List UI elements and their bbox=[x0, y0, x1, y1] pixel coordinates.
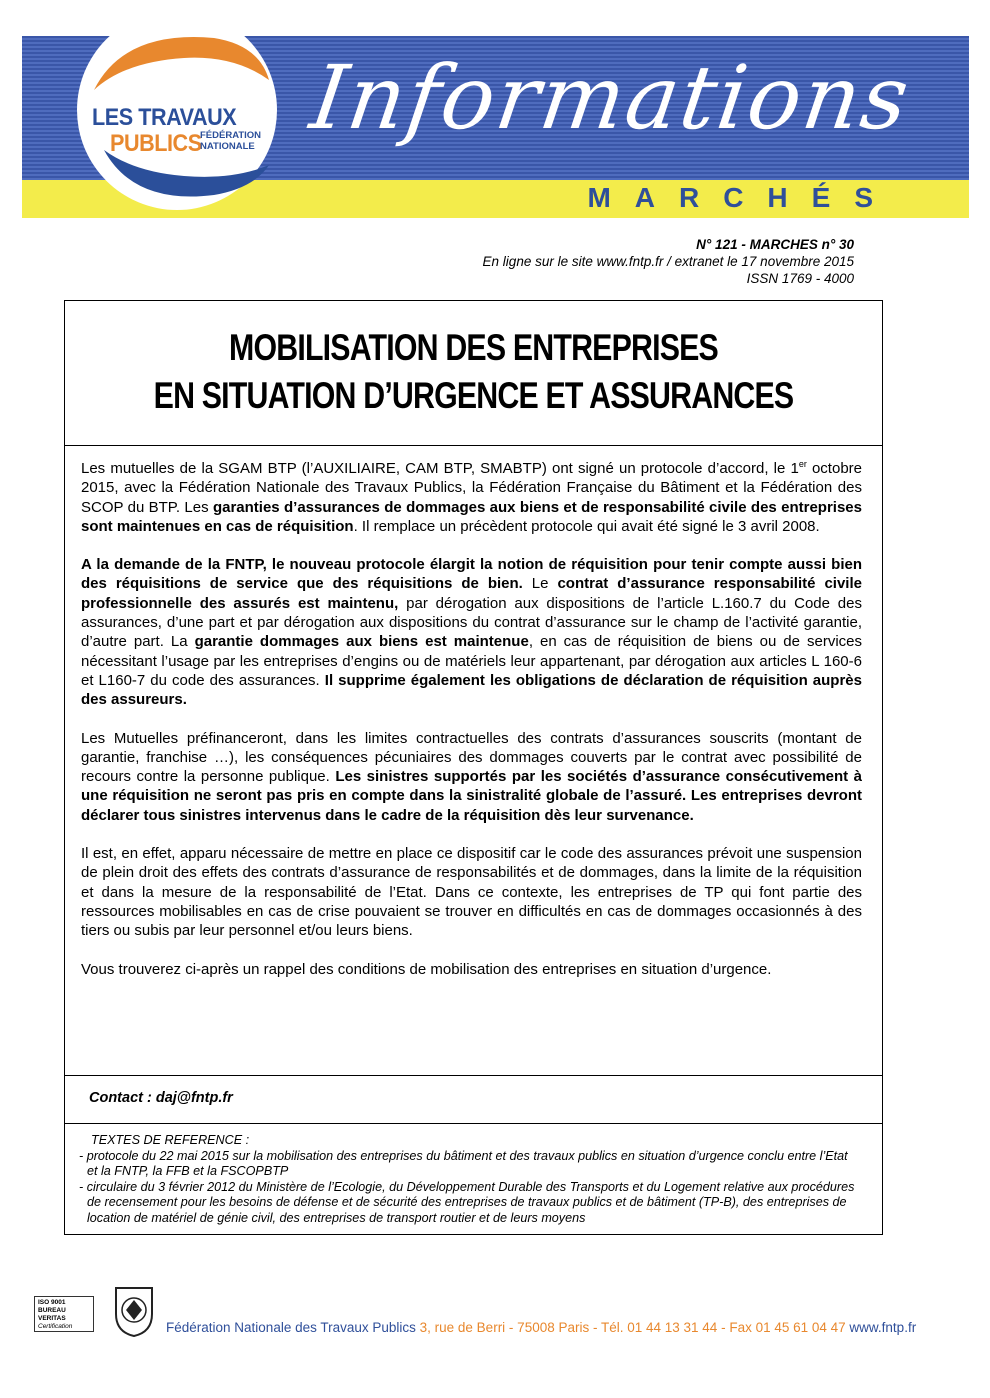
paragraph-1: Les mutuelles de la SGAM BTP (l’AUXILIAIRE, CAM BTP, SMABTP) ont signé un protocole d’accord, le 1er octobre 2015, avec la Fédération Nationale des Travaux Publics, la Fédération Française du Bâtiment et la Fédération des SCOP du BTP. Les garanties d’assurances de dommages aux biens et de responsabilité civile des entreprises sont maintenues en cas de réquisition. Il remplace un précèdent protocole qui avait été signé le 3 avril 2008. bbox=[81, 459, 862, 535]
paragraph-4: Il est, en effet, apparu nécessaire de mettre en place ce dispositif car le code des assurances prévoit une suspension de plein droit des effets des contrats d’assurance de responsabilités et de dommages, dans la limite de la réquisition et dans la mesure de la responsabilité de l’Etat. Dans ce contexte, les entreprises de TP qui font partie des ressources mobilisables en cas de crise pouvaient se trouver en difficultés en cas de dommages occasionnés à des tiers ou subis par leur personnel et/ou leurs biens. bbox=[81, 845, 862, 940]
article-body bbox=[81, 455, 862, 998]
footer-contact-details: 3, rue de Berri - 75008 Paris - Tél. 01 44 13 31 44 - Fax 01 45 61 04 47 bbox=[415, 1320, 850, 1335]
issue-info bbox=[483, 236, 854, 287]
footer-address bbox=[166, 1320, 916, 1335]
article-title-box bbox=[65, 301, 882, 446]
article-box bbox=[64, 300, 883, 1235]
contact-email[interactable]: Contact : daj@fntp.fr bbox=[89, 1090, 233, 1106]
reference-item: - circulaire du 3 février 2012 du Ministère de l’Ecologie, du Développement Durable des Transports et du Logement relative aux procédures de recensement pour les besoins de défense et de sécurité des entreprises de travaux publics et de bâtiment (TP-B), des entreprises de location de matériel de génie civil, des entreprises de transport routier et de leurs moyens bbox=[79, 1179, 855, 1225]
logo-text-line3: FÉDÉRATION NATIONALE bbox=[200, 130, 262, 152]
banner-section: MARCHÉS bbox=[587, 182, 897, 213]
logo-text-line1: LES TRAVAUX bbox=[92, 104, 237, 131]
bureau-veritas-seal-icon bbox=[112, 1284, 156, 1338]
banner-title: Informations bbox=[304, 46, 917, 149]
issue-issn: ISSN 1769 - 4000 bbox=[746, 271, 854, 286]
references-heading: TEXTES DE REFERENCE : bbox=[91, 1133, 250, 1147]
issue-online: En ligne sur le site www.fntp.fr / extranet le 17 novembre 2015 bbox=[482, 254, 854, 269]
logo-text-line2: PUBLICS bbox=[110, 130, 202, 157]
contact-box bbox=[65, 1075, 882, 1124]
issue-number: N° 121 - MARCHES n° 30 bbox=[696, 237, 854, 252]
reference-texts bbox=[79, 1133, 861, 1227]
iso-certification-badge: ISO 9001 BUREAU VERITAS Certification bbox=[34, 1296, 94, 1332]
reference-item: - protocole du 22 mai 2015 sur la mobilisation des entreprises du bâtiment et des travaux publics en situation d’urgence conclu entre l’Etat et la FNTP, la FFB et la FSCOPBTP bbox=[79, 1148, 848, 1179]
article-title-line1: MOBILISATION DES ENTREPRISES bbox=[229, 327, 718, 368]
footer bbox=[34, 1282, 954, 1352]
paragraph-3: Les Mutuelles préfinanceront, dans les limites contractuelles des contrats d’assurances souscrits (montant de garantie, franchise …), les conséquences pécuniaires des dommages couverts par le contrat avec possibilité de recours contre la personne publique. Les sinistres supportés par les sociétés d’assurance consécutivement à une réquisition ne seront pas pris en compte dans la sinistralité globale de l’assuré. Les entreprises devront déclarer tous sinistres intervenus dans le cadre de la réquisition dès leur survenance. bbox=[81, 729, 863, 824]
paragraph-5: Vous trouverez ci-après un rappel des conditions de mobilisation des entreprises en situation d’urgence. bbox=[81, 960, 772, 978]
paragraph-2: A la demande de la FNTP, le nouveau protocole élargit la notion de réquisition pour tenir compte aussi bien des réquisitions de service que des réquisitions de bien. Le contrat d’assurance responsabilité civile professionnelle des assurés est maintenu, par dérogation aux dispositions de l’article L.160.7 du Code des assurances, d’une part et par dérogation aux dispositions du contrat d’assurance sur le champ de l’activité garantie, d’autre part. La garantie dommages aux biens est maintenue, en cas de réquisition de biens ou de services nécessitant l’usage par les entreprises d’engins ou de matériels leur appartenant, par dérogation aux articles L 160-6 et L160-7 du code des assurances. Il supprime également les obligations de déclaration de réquisition auprès des assureurs. bbox=[81, 556, 862, 709]
footer-org: Fédération Nationale des Travaux Publics bbox=[166, 1320, 416, 1335]
article-title-line2: EN SITUATION D’URGENCE ET ASSURANCES bbox=[153, 375, 794, 416]
footer-website-link[interactable]: www.fntp.fr bbox=[849, 1320, 917, 1335]
